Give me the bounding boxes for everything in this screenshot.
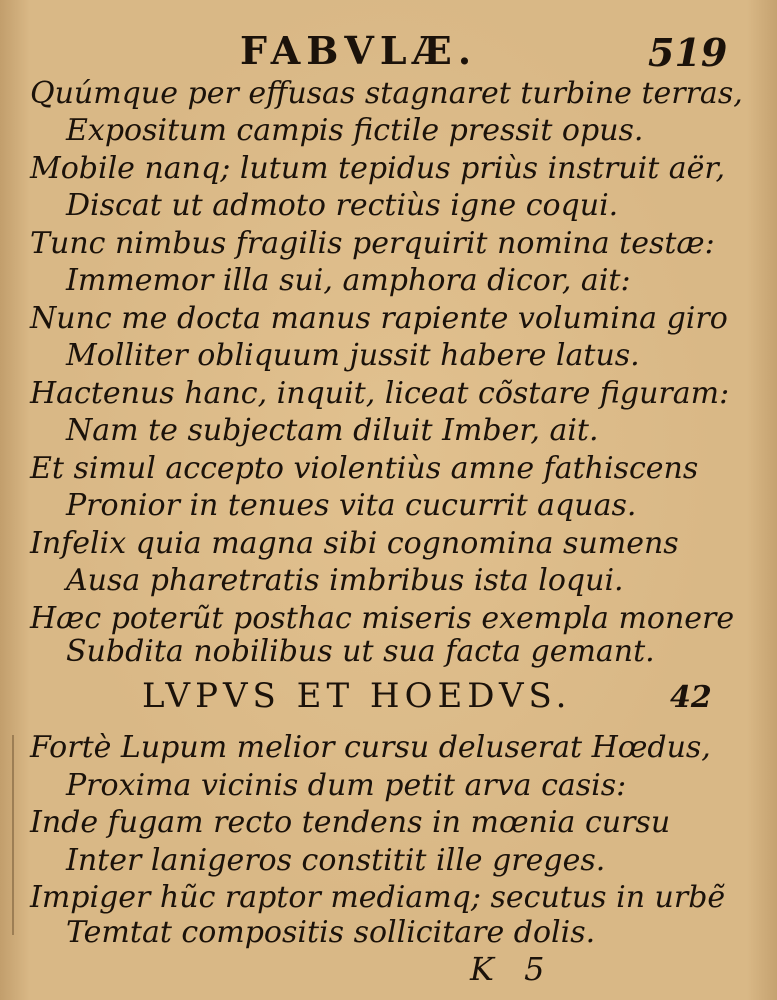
verse-line: Nam te subjectam diluit Imber, ait. — [66, 413, 599, 448]
verse-line: Mobile nanq; lutum tepidus priùs instruit aër, — [30, 151, 726, 186]
margin-line — [12, 735, 14, 935]
page-number: 519 — [648, 30, 728, 75]
verse-line: Immemor illa sui, amphora dicor, ait: — [66, 263, 631, 298]
fable-title: LVPVS ET HOEDVS. — [142, 676, 572, 716]
verse-line: Ausa pharetratis imbribus ista loqui. — [66, 563, 624, 598]
running-title: FABVLÆ. — [240, 28, 478, 73]
verse-line: Impiger hũc raptor mediamq; secutus in urbẽ — [30, 880, 726, 915]
verse-line: Tunc nimbus fragilis perquirit nomina testæ: — [30, 226, 715, 261]
signature-mark: K 5 — [470, 950, 555, 988]
verse-line: Expositum campis fictile pressit opus. — [66, 113, 644, 148]
page-header — [0, 28, 777, 75]
verse-line: Quúmque per effusas stagnaret turbine terras, — [30, 76, 743, 111]
fable-heading — [0, 676, 777, 720]
fable-number: 42 — [670, 680, 712, 715]
verse-line: Hæc poterũt posthac miseris exempla monere — [30, 601, 735, 636]
verse-line: Temtat compositis sollicitare dolis. — [66, 915, 596, 950]
verse-line: Inter lanigeros constitit ille greges. — [66, 843, 606, 878]
verse-line: Infelix quia magna sibi cognomina sumens — [30, 526, 679, 561]
verse-line: Pronior in tenues vita cucurrit aquas. — [66, 488, 637, 523]
verse-line: Nunc me docta manus rapiente volumina giro — [30, 301, 728, 336]
verse-line: Molliter obliquum jussit habere latus. — [66, 338, 640, 373]
verse-line: Inde fugam recto tendens in mœnia cursu — [30, 805, 671, 840]
verse-line: Fortè Lupum melior cursu deluserat Hœdus, — [30, 730, 711, 765]
verse-line: Et simul accepto violentiùs amne fathiscens — [30, 451, 699, 486]
verse-line: Proxima vicinis dum petit arva casis: — [66, 768, 627, 803]
verse-line: Subdita nobilibus ut sua facta gemant. — [66, 634, 655, 669]
verse-line: Discat ut admoto rectiùs igne coqui. — [66, 188, 619, 223]
verse-line: Hactenus hanc, inquit, liceat cõstare figuram: — [30, 376, 730, 411]
